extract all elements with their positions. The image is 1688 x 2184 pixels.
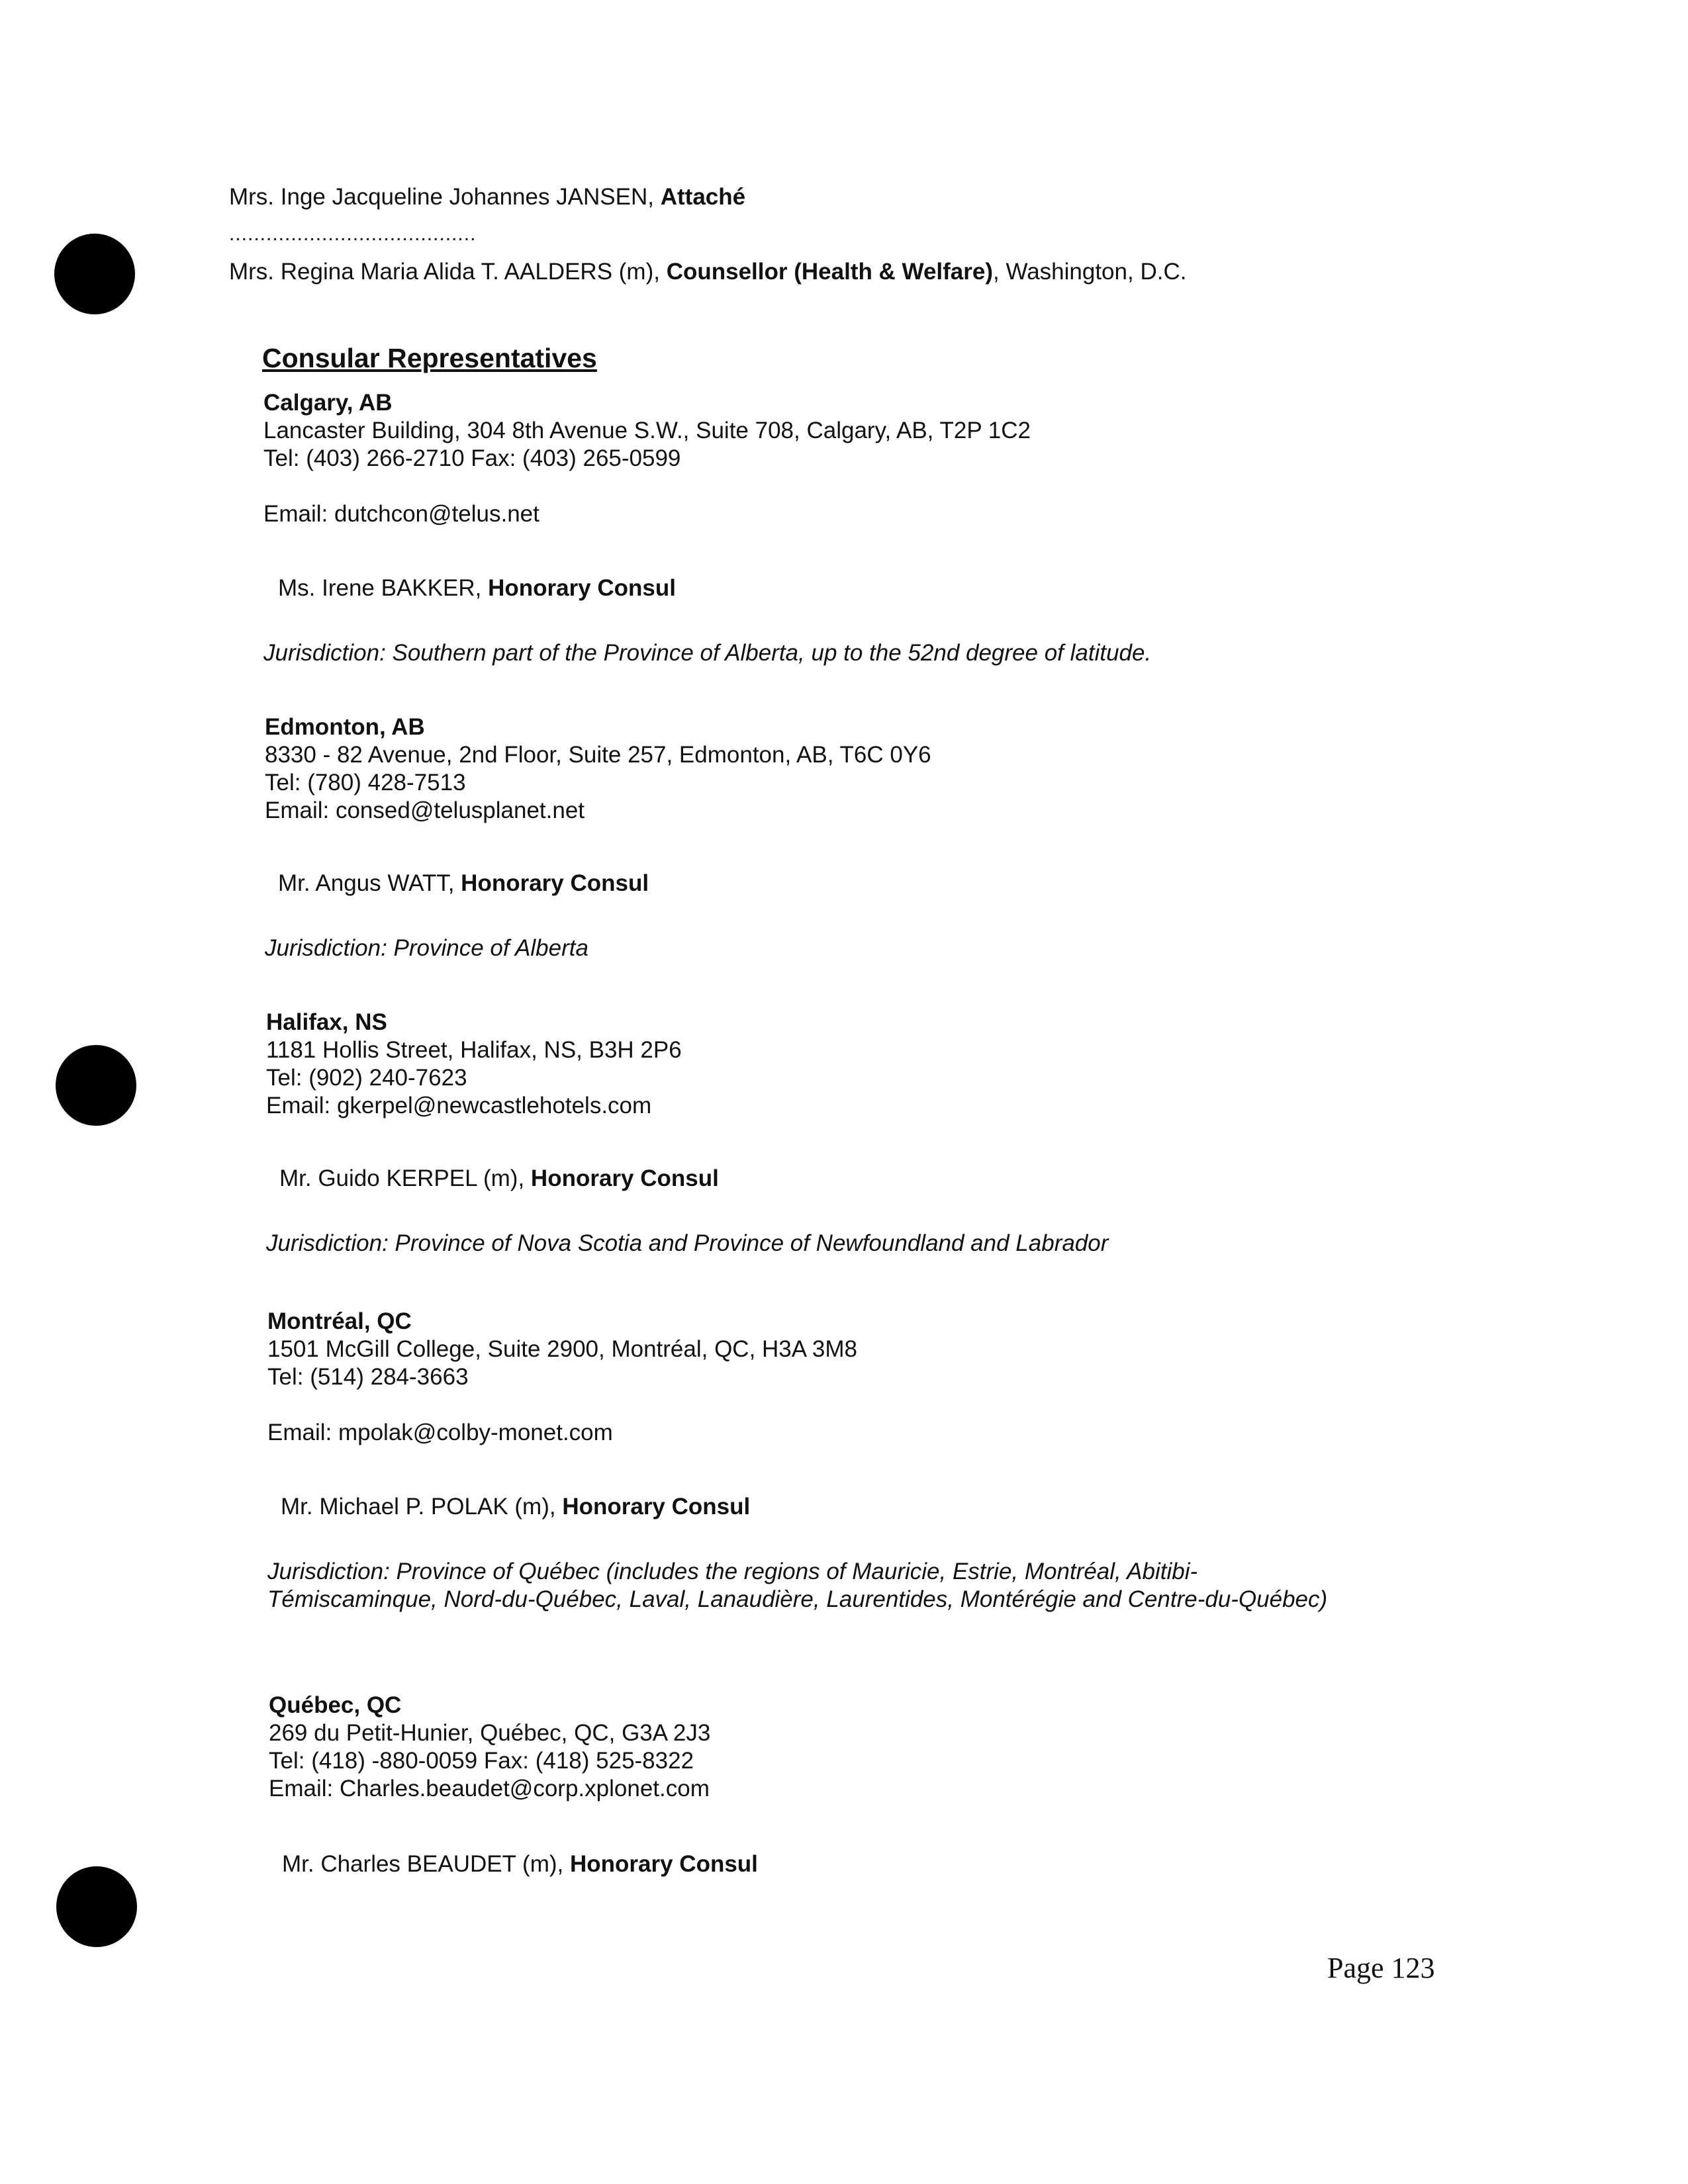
punch-hole-middle <box>56 1045 136 1126</box>
consulate-address: 1501 McGill College, Suite 2900, Montréal, QC, H3A 3M8 <box>267 1336 857 1362</box>
consul-polak <box>281 1493 750 1521</box>
staff-name: Mrs. Inge Jacqueline Johannes JANSEN, <box>229 184 661 210</box>
consul-role: Honorary Consul <box>461 870 649 896</box>
jurisdiction-edmonton: Jurisdiction: Province of Alberta <box>265 935 588 961</box>
consulate-address: 269 du Petit-Hunier, Québec, QC, G3A 2J3 <box>269 1720 711 1746</box>
consul-role: Honorary Consul <box>530 1165 719 1191</box>
consul-bakker <box>278 574 676 602</box>
consul-role: Honorary Consul <box>562 1494 751 1520</box>
staff-location: , Washington, D.C. <box>993 259 1187 285</box>
staff-entry-aalders <box>229 258 1186 286</box>
jurisdiction-calgary: Jurisdiction: Southern part of the Province of Alberta, up to the 52nd degree of latitude. <box>263 640 1152 666</box>
consulate-email: Email: consed@telusplanet.net <box>265 797 585 823</box>
page-number: Page 123 <box>1327 1952 1435 1984</box>
consulate-email: Email: Charles.beaudet@corp.xplonet.com <box>269 1776 710 1801</box>
consulate-city: Québec, QC <box>269 1692 402 1718</box>
consulate-address: Lancaster Building, 304 8th Avenue S.W., Suite 708, Calgary, AB, T2P 1C2 <box>263 418 1031 443</box>
consul-kerpel <box>279 1165 719 1193</box>
consulate-email: Email: mpolak@colby-monet.com <box>267 1420 613 1445</box>
jurisdiction-montreal: Jurisdiction: Province of Québec (includes the regions of Mauricie, Estrie, Montréal, Abitibi-Témiscaminque, Nord-du-Québec, Laval, Lanaudière, Laurentides, Montérégie and Centre-du-Québec) <box>267 1559 1328 1612</box>
consulate-city: Montréal, QC <box>267 1308 412 1334</box>
punch-hole-top <box>54 234 135 314</box>
consulate-halifax <box>266 1009 682 1120</box>
consul-role: Honorary Consul <box>569 1851 758 1877</box>
consulate-phone: Tel: (902) 240-7623 <box>266 1065 467 1091</box>
consulate-city: Halifax, NS <box>266 1009 387 1035</box>
consulate-address: 1181 Hollis Street, Halifax, NS, B3H 2P6 <box>266 1037 682 1063</box>
consulate-phone: Tel: (418) -880-0059 Fax: (418) 525-8322 <box>269 1748 694 1774</box>
section-heading: Consular Representatives <box>262 343 597 373</box>
jurisdiction-halifax: Jurisdiction: Province of Nova Scotia and Province of Newfoundland and Labrador <box>266 1230 1109 1256</box>
consul-beaudet <box>282 1850 758 1878</box>
staff-entry-jansen <box>229 183 745 211</box>
staff-title: Attaché <box>660 184 746 210</box>
staff-name: Mrs. Regina Maria Alida T. AALDERS (m), <box>229 259 667 285</box>
consulate-email: Email: dutchcon@telus.net <box>263 501 539 527</box>
consulate-city: Edmonton, AB <box>265 714 425 740</box>
separator-dots: ........................................ <box>229 223 477 245</box>
consul-name: Mr. Michael P. POLAK (m), <box>281 1494 563 1520</box>
consulate-phone: Tel: (780) 428-7513 <box>265 770 466 796</box>
consulate-city: Calgary, AB <box>263 390 393 416</box>
consulate-phone: Tel: (514) 284-3663 <box>267 1364 469 1390</box>
consulate-montreal <box>267 1308 857 1447</box>
consul-name: Mr. Guido KERPEL (m), <box>279 1165 531 1191</box>
consulate-edmonton <box>265 713 931 825</box>
consulate-address: 8330 - 82 Avenue, 2nd Floor, Suite 257, Edmonton, AB, T6C 0Y6 <box>265 742 931 768</box>
punch-hole-bottom <box>56 1866 137 1947</box>
consulate-email: Email: gkerpel@newcastlehotels.com <box>266 1093 652 1118</box>
consulate-phone: Tel: (403) 266-2710 Fax: (403) 265-0599 <box>263 445 681 471</box>
staff-title: Counsellor (Health & Welfare) <box>666 259 994 285</box>
consul-name: Ms. Irene BAKKER, <box>278 575 489 601</box>
consul-name: Mr. Charles BEAUDET (m), <box>282 1851 570 1877</box>
consulate-quebec <box>269 1692 710 1803</box>
consul-name: Mr. Angus WATT, <box>278 870 461 896</box>
consul-watt <box>278 870 649 897</box>
consulate-calgary <box>263 389 1031 528</box>
consul-role: Honorary Consul <box>488 575 676 601</box>
